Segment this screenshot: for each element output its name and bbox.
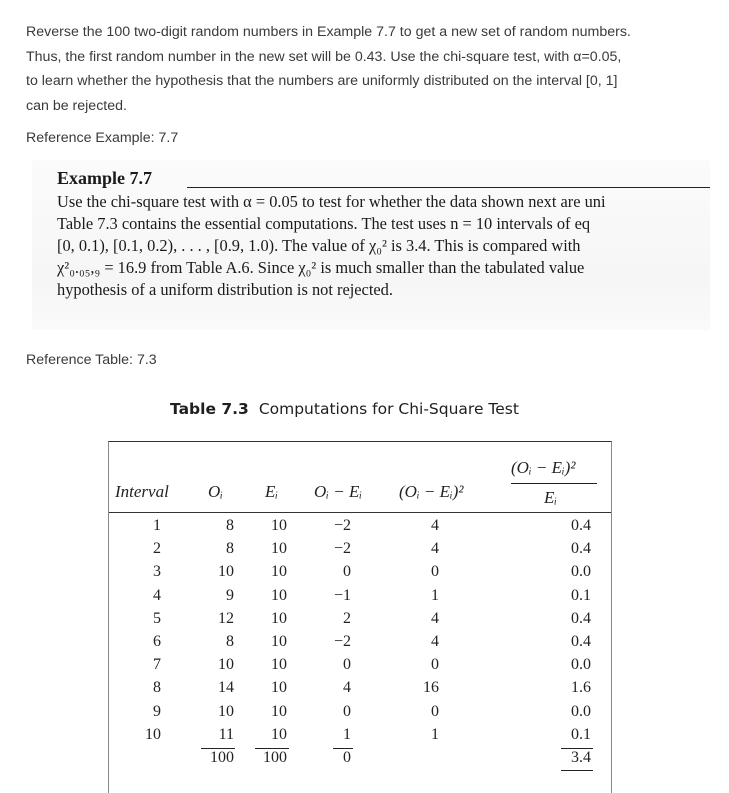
header-rule — [109, 512, 611, 513]
cell-sq: 4 — [431, 540, 439, 558]
table-caption-text: Computations for Chi-Square Test — [258, 400, 519, 418]
example-line: [0, 0.1), [0.1, 0.2), . . . , [0.9, 1.0). The value of χ₀² is 3.4. This is compared with — [57, 236, 581, 255]
cell-oi: 8 — [226, 517, 234, 534]
cell-interval: 2 — [153, 540, 161, 558]
header-diff: Oᵢ − Eᵢ — [314, 482, 363, 501]
cell-diff: 0 — [343, 563, 351, 581]
cell-chi: 1.6 — [571, 679, 591, 697]
question-text — [26, 20, 706, 118]
cell-chi: 0.4 — [571, 633, 591, 650]
cell-ei: 10 — [271, 540, 287, 558]
cell-oi: 8 — [226, 633, 234, 650]
example-image — [32, 160, 710, 330]
cell-oi: 11 — [218, 725, 234, 743]
cell-chi: 0.4 — [571, 540, 591, 558]
example-line: χ²₀.₀₅,₉ = 16.9 from Table A.6. Since χ₀² is much smaller than the tabulated value — [57, 258, 585, 277]
cell-oi: 14 — [218, 679, 234, 697]
cell-oi: 9 — [226, 586, 234, 604]
cell-chi: 0.4 — [571, 517, 591, 534]
cell-diff: 4 — [343, 679, 351, 697]
question-line: to learn whether the hypothesis that the numbers are uniformly distributed on the interval [0, 1] — [26, 73, 618, 89]
cell-oi: 10 — [218, 656, 234, 674]
example-line: hypothesis of a uniform distribution is not rejected. — [57, 280, 393, 299]
header-chi-denominator: Eᵢ — [544, 488, 558, 507]
cell-ei: 10 — [271, 586, 287, 604]
header-ei: Eᵢ — [265, 482, 279, 501]
header-sq: (Oᵢ − Eᵢ)² — [399, 482, 464, 501]
cell-sq: 0 — [431, 656, 439, 674]
table-caption — [170, 400, 519, 418]
question-line: can be rejected. — [26, 97, 127, 114]
cell-diff: −1 — [333, 586, 351, 604]
example-line: Use the chi-square test with α = 0.05 to test for whether the data shown next are uni — [57, 192, 606, 211]
cell-interval: 7 — [153, 656, 161, 674]
cell-ei: 10 — [271, 702, 287, 720]
cell-ei: 10 — [271, 633, 287, 650]
cell-oi: 8 — [226, 540, 234, 558]
header-oi: Oᵢ — [208, 482, 223, 501]
cell-interval: 10 — [145, 725, 161, 743]
cell-ei: 10 — [271, 679, 287, 697]
cell-diff: 1 — [343, 725, 351, 743]
cell-sq: 4 — [431, 517, 439, 534]
cell-sq: 0 — [431, 563, 439, 581]
cell-sq: 4 — [431, 609, 439, 627]
cell-diff: −2 — [333, 517, 351, 534]
header-fraction-bar — [511, 483, 597, 484]
cell-chi: 0.1 — [571, 725, 591, 743]
example-title: Example 7.7 — [57, 168, 153, 188]
cell-chi: 0.0 — [571, 563, 591, 581]
cell-interval: 8 — [153, 679, 161, 697]
cell-sq: 1 — [431, 586, 439, 604]
example-line: Table 7.3 contains the essential computations. The test uses n = 10 intervals of eq — [57, 214, 591, 233]
cell-ei: 10 — [271, 517, 287, 534]
total-oi: 100 — [210, 749, 234, 766]
header-chi-numerator: (Oᵢ − Eᵢ)² — [511, 458, 576, 477]
total-ei: 100 — [263, 749, 287, 766]
question-line: Reverse the 100 two-digit random numbers in Example 7.7 to get a new set of random numbers. — [26, 24, 631, 40]
header-interval: Interval — [115, 482, 169, 501]
cell-interval: 6 — [153, 633, 161, 650]
total-chi: 3.4 — [571, 749, 591, 766]
cell-oi: 12 — [218, 609, 234, 627]
cell-diff: −2 — [333, 540, 351, 558]
cell-interval: 3 — [153, 563, 161, 581]
cell-oi: 10 — [218, 563, 234, 581]
total-diff: 0 — [343, 749, 351, 766]
cell-interval: 5 — [153, 609, 161, 627]
cell-sq: 4 — [431, 633, 439, 650]
cell-chi: 0.4 — [571, 609, 591, 627]
question-line: Thus, the first random number in the new set will be 0.43. Use the chi-square test, with α=0.05, — [26, 48, 622, 65]
cell-sq: 0 — [431, 702, 439, 720]
cell-ei: 10 — [271, 609, 287, 627]
cell-interval: 4 — [153, 586, 161, 604]
cell-chi: 0.0 — [571, 702, 591, 720]
cell-sq: 1 — [431, 725, 439, 743]
cell-diff: −2 — [333, 633, 351, 650]
cell-diff: 2 — [343, 609, 351, 627]
cell-ei: 10 — [271, 656, 287, 674]
cell-ei: 10 — [271, 725, 287, 743]
example-title-rule — [187, 187, 710, 188]
total-chi-underline — [561, 770, 593, 771]
cell-diff: 0 — [343, 702, 351, 720]
example-body — [57, 191, 710, 301]
cell-chi: 0.0 — [571, 656, 591, 674]
cell-oi: 10 — [218, 702, 234, 720]
cell-chi: 0.1 — [571, 586, 591, 604]
cell-diff: 0 — [343, 656, 351, 674]
cell-ei: 10 — [271, 563, 287, 581]
reference-table-label: Reference Table: 7.3 — [26, 352, 157, 368]
reference-example-label: Reference Example: 7.7 — [26, 130, 179, 146]
table-number: Table 7.3 — [170, 400, 249, 418]
cell-sq: 16 — [423, 679, 439, 697]
chi-square-table — [108, 441, 612, 793]
cell-interval: 9 — [153, 702, 161, 720]
cell-interval: 1 — [153, 517, 161, 534]
